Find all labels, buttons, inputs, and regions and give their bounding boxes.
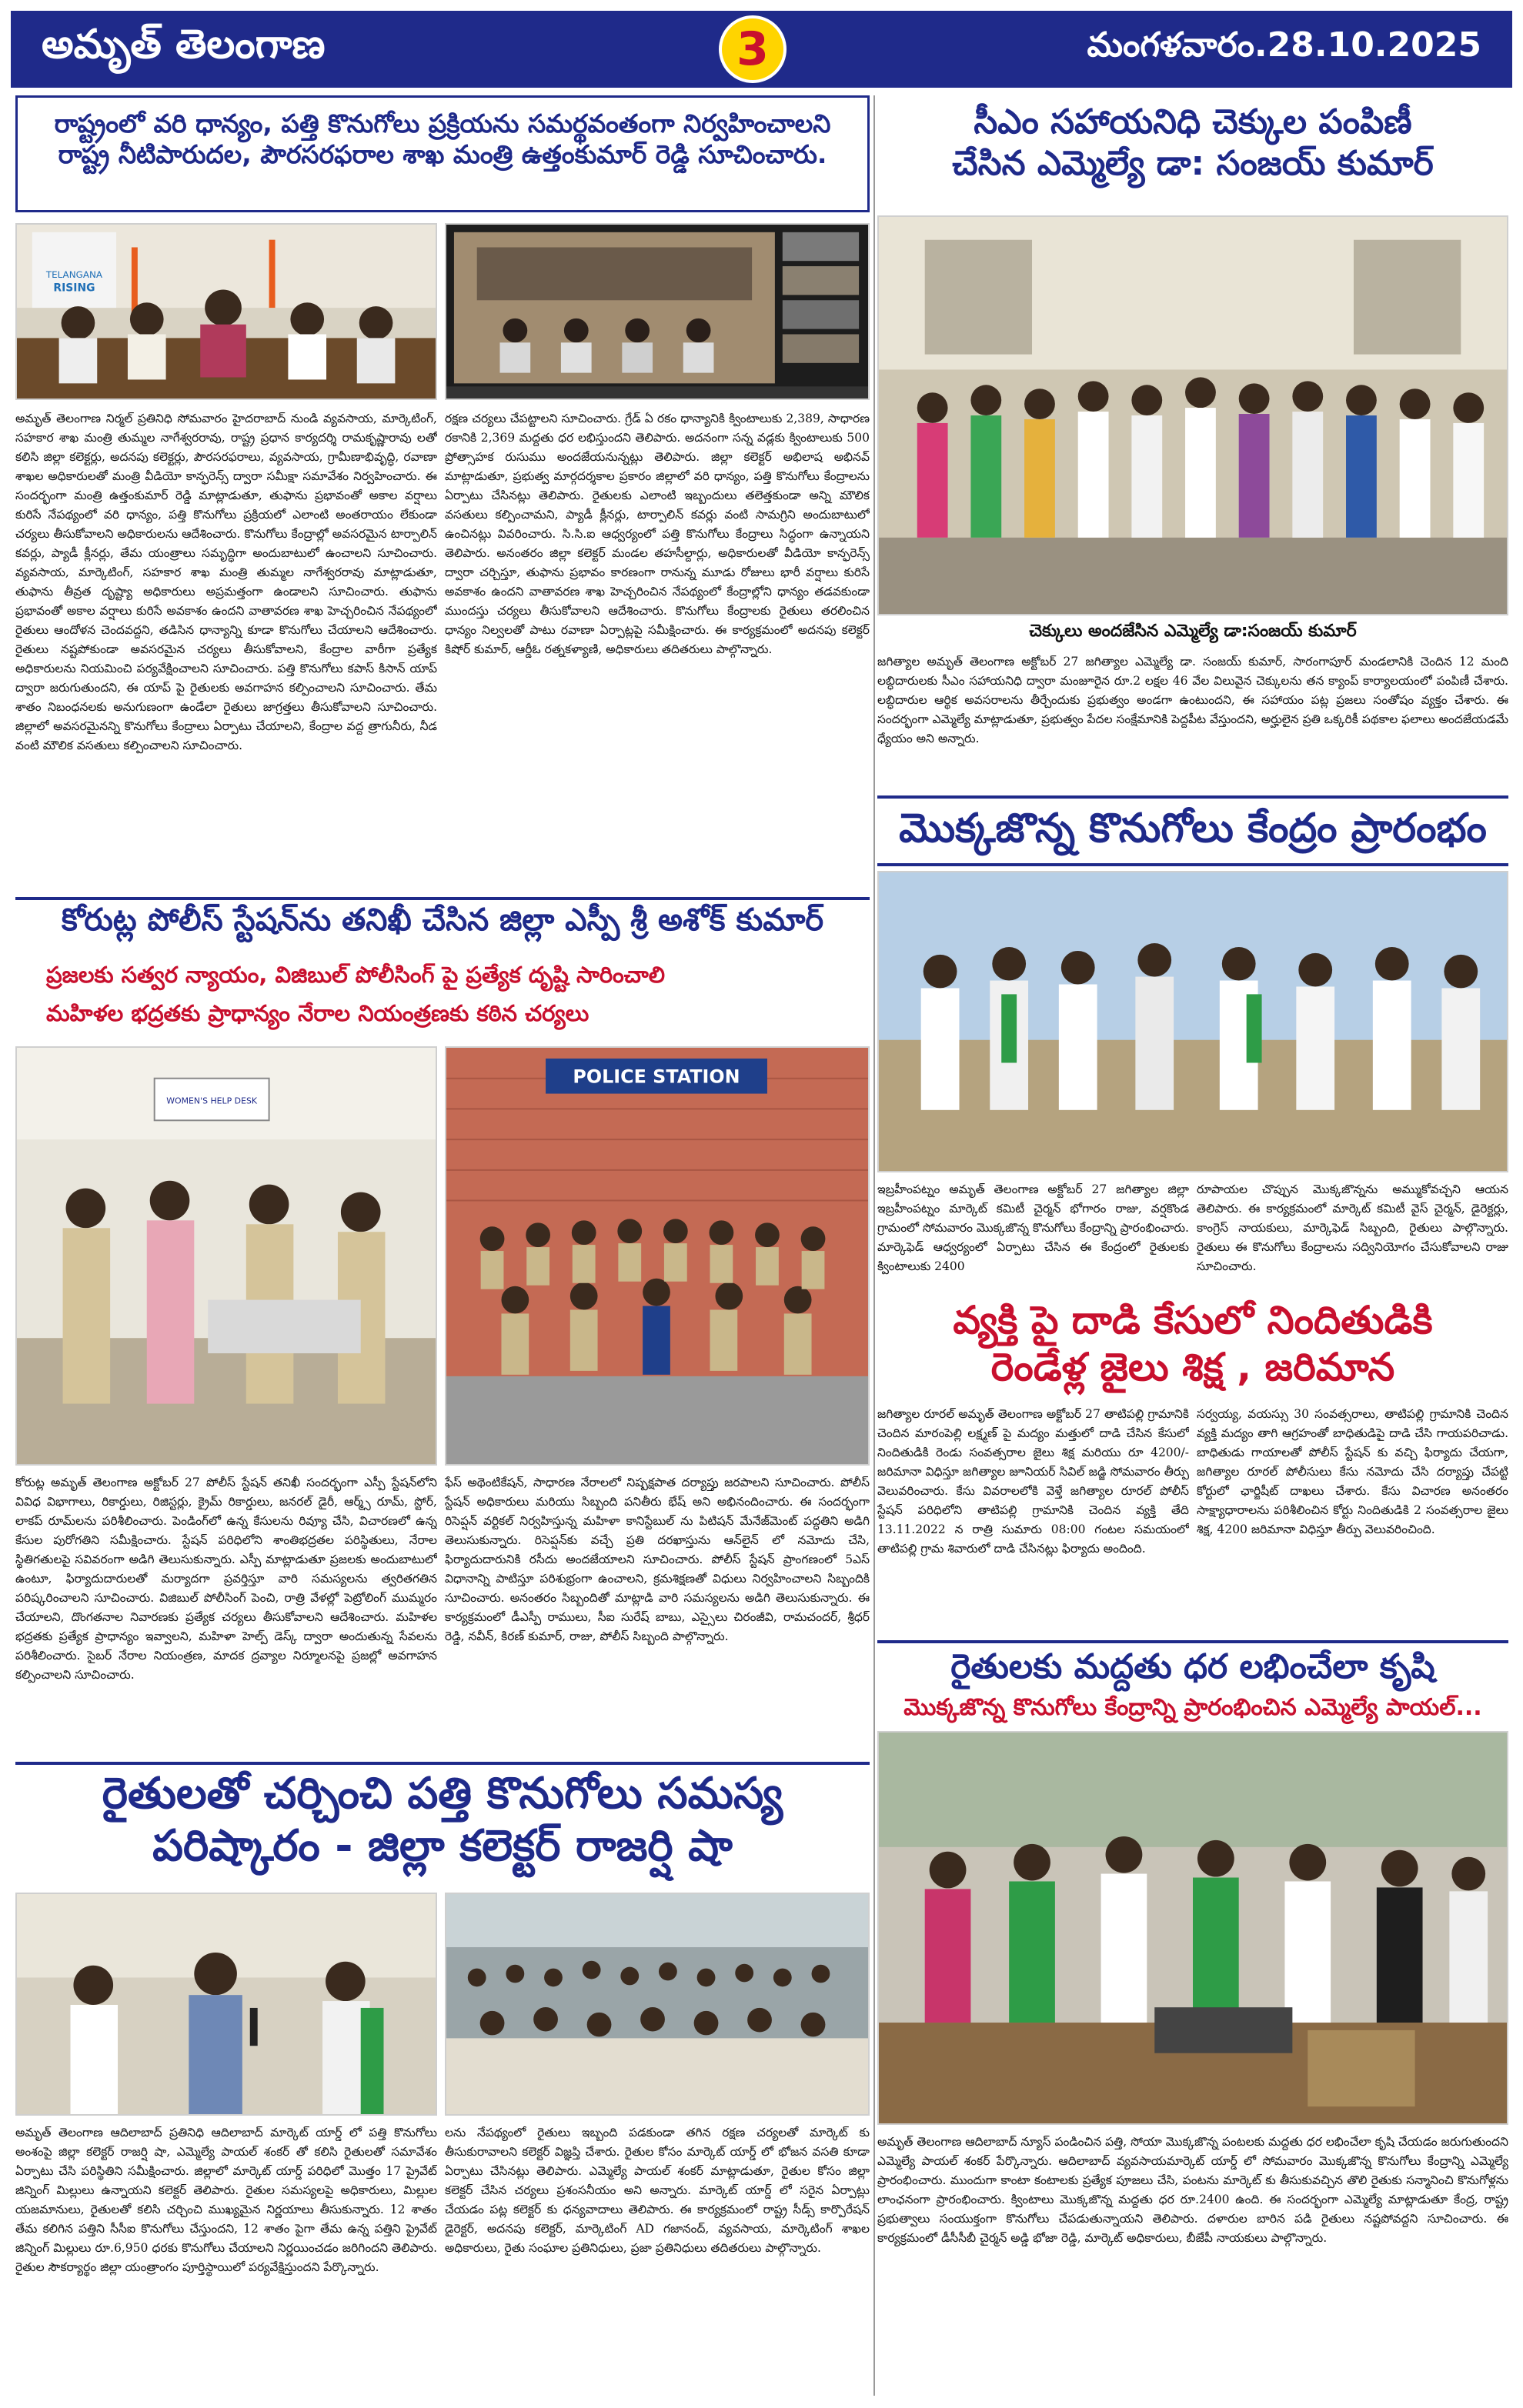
story1-photo-video-conference xyxy=(445,223,870,400)
story5-headline-line2: రెండేళ్ల జైలు శిక్ష , జరిమాన xyxy=(990,1345,1395,1389)
story5-headline-line1: వ్యక్తి పై దాడి కేసులో నిందితుడికి xyxy=(953,1298,1433,1342)
column-divider xyxy=(873,95,875,2396)
story3-column1: కోరుట్ల అమృత్ తెలంగాణ అక్టోబర్ 27 పోలీస్ స్టేషన్ తనిఖీ సందర్భంగా ఎస్పీ స్టేషన్‌లోని వివిధ విభాగాలు, రికార్డులు, రిజిస్టర్లు, క్రైమ్ రికార్డులు, జనరల్ డైరీ, ఆర్మ్స్ రూమ్, స్టోర్, లాకప్ రూమ్‌లను పరిశీలించారు. పెండింగ్‌లో ఉన్న కేసులను రివ్యూ చేసి, విచారణలో ఉన్న కేసుల పురోగతిని సమీక్షించారు. స్టేషన్ పరిధిలోని శాంతిభద్రతల పరిస్థితులు, నేరాల స్థితిగతులపై సవివరంగా అడిగి తెలుసుకున్నారు. ఎస్పీ మాట్లాడుతూ ప్రజలకు అందుబాటులో ఉంటూ, ఫిర్యాదుదారులతో మర్యాదగా ప్రవర్తిస్తూ వారి సమస్యలను త్వరితగతిన పరిష్కరించాలని సూచించారు. విజిబుల్ పోలీసింగ్ పెంచి, రాత్రి వేళల్లో పెట్రోలింగ్ ముమ్మరం చేయాలని, దొంగతనాల నివారణకు ప్రత్యేక చర్యలు తీసుకోవాలని ఆదేశించారు. మహిళల భద్రతకు ప్రత్యేక ప్రాధాన్యం ఇవ్వాలని, మహిళా హెల్ప్ డెస్క్ ద్వారా అందుతున్న సేవలను పరిశీలించారు. సైబర్ నేరాల నియంత్రణ, మాదక ద్రవ్యాల నిర్మూలనపై ప్రజల్లో అవగాహన కల్పించాలని సూచించారు. xyxy=(15,1476,437,1682)
story2-headline-line2: చేసిన ఎమ్మెల్యే డా: సంజయ్ కుమార్ xyxy=(952,143,1434,183)
telangana-rising-logo-line2: RISING xyxy=(53,282,95,295)
divider xyxy=(877,863,1508,866)
story2-headline xyxy=(877,95,1508,212)
story6-photo-inauguration xyxy=(877,1731,1508,2125)
story2-body: జగిత్యాల అమృత్ తెలంగాణ అక్టోబర్ 27 జగిత్యాల ఎమ్మెల్యే డా. సంజయ్ కుమార్, సారంగాపూర్ మండలానికి చెందిన 12 మంది లబ్ధిదారులకు సీఎం సహాయనిధి ద్వారా మంజూరైన రూ.2 లక్షల 46 వేల విలువైన చెక్కులను తన క్యాంప్ కార్యాలయంలో పంపిణీ చేశారు. లబ్ధిదారుల ఆర్థిక అవసరాలను తీర్చేందుకు ప్రభుత్వం అండగా ఉంటుందని, ఈ సహాయం పట్ల ప్రజలు సంతోషం వ్యక్తం చేశారు. ఈ సందర్భంగా ఎమ్మెల్యే మాట్లాడుతూ, ప్రభుత్వం పేదల సంక్షేమానికి పెద్దపీట వేస్తుందని, అర్హులైన ప్రతి ఒక్కరికీ పథకాల ఫలాలు అందజేయడమే ధ్యేయం అని అన్నారు. xyxy=(877,655,1508,745)
story1-column1: అమృత్ తెలంగాణ నిర్మల్ ప్రతినిధి సోమవారం హైదరాబాద్ నుండి వ్యవసాయ, మార్కెటింగ్, సహకార శాఖ మంత్రి తుమ్మల నాగేశ్వరరావు, రాష్ట్ర ప్రధాన కార్యదర్శి రామకృష్ణారావు లతో కలిసి జిల్లా కలెక్టర్లు, అదనపు కలెక్టర్లు, పౌరసరఫరాలు, వ్యవసాయ, గ్రామీణాభివృద్ధి, రవాణా శాఖల అధికారులతో మంత్రి వీడియో కాన్ఫరెన్స్ ద్వారా సమీక్షా సమావేశం నిర్వహించారు. ఈ సందర్భంగా మంత్రి ఉత్తంకుమార్ రెడ్డి మాట్లాడుతూ, తుఫాను ప్రభావంతో అకాల వర్షాలు కురిసే నేపథ్యంలో వరి ధాన్యం, పత్తి కొనుగోలు ప్రక్రియలో ఎలాంటి అంతరాయం లేకుండా చర్యలు తీసుకోవాలని అధికారులను ఆదేశించారు. కొనుగోలు కేంద్రాల్లో అవసరమైన టార్పాలిన్ కవర్లు, ప్యాడీ క్లీనర్లు, తేమ యంత్రాలు సమృద్ధిగా అందుబాటులో ఉంచాలని సూచించారు. వ్యవసాయ, మార్కెటింగ్, సహకార శాఖ మంత్రి తుమ్మల నాగేశ్వరరావు మాట్లాడుతూ, తుఫాను తీవ్రత దృష్ట్యా అధికారులు అప్రమత్తంగా ఉండాలని సూచించారు. తుఫాను ప్రభావంతో అకాల వర్షాలు కురిసే అవకాశం ఉందని వాతావరణ శాఖ హెచ్చరించిన నేపథ్యంలో రైతులు ఆందోళన చెందవద్దని, తడిసిన ధాన్యాన్ని కూడా కొనుగోలు చేయాలని ఆదేశించారు. రైతులు నష్టపోకుండా అవసరమైన చర్యలు తీసుకోవాలని, కేంద్రాల వారీగా ప్రత్యేక అధికారులను నియమించి పర్యవేక్షించాలని సూచించారు. పత్తి కొనుగోలు కపాస్ కిసాన్ యాప్ ద్వారా జరుగుతుందని, ఈ యాప్ పై రైతులకు అవగాహన కల్పించాలని సూచించారు. తేమ శాతం నిబంధనలకు అనుగుణంగా ఉండేలా రైతులు జాగ్రత్తలు తీసుకోవాలని సూచించారు. జిల్లాలో అవసరమైనన్ని కొనుగోలు కేంద్రాలు ఏర్పాటు చేయాలని, కేంద్రాల వద్ద త్రాగునీరు, నీడ వంటి మౌలిక వసతులు కల్పించాలని సూచించారు. xyxy=(15,412,437,752)
story2-photo-caption: చెక్కులు అందజేసిన ఎమ్మెల్యే డా:సంజయ్ కుమార్ xyxy=(1029,622,1357,641)
story6-headline: రైతులకు మద్దతు ధర లభించేలా కృషి xyxy=(950,1647,1435,1686)
story5-headline xyxy=(877,1297,1508,1391)
story7-headline-line1: రైతులతో చర్చించి పత్తి కొనుగోలు సమస్య xyxy=(102,1769,783,1819)
story4-column1: ఇబ్రహీంపట్నం అమృత్ తెలంగాణ అక్టోబర్ 27 జగిత్యాల జిల్లా ఇబ్రహీంపట్నం మార్కెట్ కమిటీ చైర్మన్ భోగారం రాజు, వర్షకొండ గ్రామంలో సోమవారం మొక్కజొన్న కొనుగోలు కేంద్రాన్ని ప్రారంభించారు. మార్కెఫెడ్ ఆధ్వర్యంలో ఏర్పాటు చేసిన ఈ కేంద్రంలో రైతులకు క్వింటాలుకు 2400 xyxy=(877,1182,1189,1273)
story1-headline-line1: రాష్ట్రంలో వరి ధాన్యం, పత్తి కొనుగోలు ప్రక్రియను సమర్థవంతంగా నిర్వహించాలని xyxy=(54,108,831,138)
story7-photo-collector-speech xyxy=(15,1893,437,2116)
masthead xyxy=(11,11,1512,88)
story7-headline xyxy=(15,1768,870,1873)
story4-photo-maize-centre xyxy=(877,871,1508,1172)
story2-headline-line1: సీఎం సహాయనిధి చెక్కుల పంపిణీ xyxy=(974,102,1412,142)
divider xyxy=(877,1640,1508,1643)
story3-headline: కోరుట్ల పోలీస్ స్టేషన్‌ను తనిఖీ చేసిన జిల్లా ఎస్పీ శ్రీ అశోక్ కుమార్ xyxy=(61,902,824,938)
page-number-badge: 3 xyxy=(719,15,787,83)
story3-subheadline-1: ప్రజలకు సత్వర న్యాయం, విజిబుల్ పోలీసింగ్ పై ప్రత్యేక దృష్టి సారించాలి xyxy=(46,962,665,988)
womens-help-desk-sign: WOMEN'S HELP DESK xyxy=(166,1096,258,1106)
story5-column2: సర్వయ్య, వయస్సు 30 సంవత్సరాలు, తాటిపల్లి గ్రామానికి చెందిన వ్యక్తి మద్యం తాగి ఆగ్రహంతో బాధితుడిపై దాడి చేసి గాయపరిచాడు. బాధితుడు గాయాలతో పోలీస్ స్టేషన్ కు వచ్చి ఫిర్యాదు చేయగా, జగిత్యాల రూరల్ పోలీసులు కేసు నమోదు చేసి దర్యాప్తు చేపట్టి కోర్టులో ఛార్జిషీట్ దాఖలు చేశారు. కేసు విచారణ అనంతరం సాక్ష్యాధారాలను పరిశీలించిన కోర్టు నిందితుడికి 2 సంవత్సరాల జైలు శిక్ష, 4200 జరిమానా విధిస్తూ తీర్పు వెలువరించింది. xyxy=(1197,1407,1508,1536)
story1-headline xyxy=(15,95,870,212)
story6-body: అమృత్ తెలంగాణ ఆదిలాబాద్ న్యూస్ పండించిన పత్తి, సోయా మొక్కజొన్న పంటలకు మద్దతు ధర లభించేలా కృషి చేయడం జరుగుతుందని ఎమ్మెల్యే పాయల్ శంకర్ పేర్కొన్నారు. ఆదిలాబాద్ వ్యవసాయమార్కెట్ యార్డ్ లో సోమవారం మొక్కజొన్న కొనుగోలు కేంద్రాన్ని ఎమ్మెల్యే ప్రారంభించారు. ముందుగా కాంటా కంటాలకు ప్రత్యేక పూజలు చేసి, పంటను మార్కెట్ కు తీసుకువచ్చిన తొలి రైతుకు సన్మానించి కొనుగోళ్లను లాంఛనంగా ప్రారంభించారు. క్వింటాలు మొక్కజొన్న మద్దతు ధర రూ.2400 ఉంది. ఈ సందర్భంగా ఎమ్మెల్యే మాట్లాడుతూ కేంద్ర, రాష్ట్ర ప్రభుత్వాలు సంయుక్తంగా కొనుగోలు చేపడుతున్నాయని తెలిపారు. దళారుల బారిన పడి రైతులు నష్టపోవద్దని సూచించారు. ఈ కార్యక్రమంలో డీసీసీబీ చైర్మన్ అడ్డి భోజా రెడ్డి, మార్కెట్ అధికారులు, బీజేపీ నాయకులు పాల్గొన్నారు. xyxy=(877,2135,1508,2245)
newspaper-name: అమృత్ తెలంగాణ xyxy=(42,21,326,68)
story3-photo-help-desk xyxy=(15,1046,437,1466)
divider xyxy=(877,795,1508,799)
story7-column1: అమృత్ తెలంగాణ ఆదిలాబాద్ ప్రతినిధి ఆదిలాబాద్ మార్కెట్ యార్డ్ లో పత్తి కొనుగోలు అంశంపై జిల్లా కలెక్టర్ రాజర్షి షా, ఎమ్మెల్యే పాయల్ శంకర్ తో కలిసి రైతులతో సమావేశం ఏర్పాటు చేసి పరిస్థితిని సమీక్షించారు. జిల్లాలో మార్కెట్ యార్డ్ పరిధిలో మొత్తం 17 ప్రైవేట్ జిన్నింగ్ మిల్లులు ఉన్నాయని కలెక్టర్ తెలిపారు. రైతుల సమస్యలపై అధికారులు, మిల్లుల యజమానులు, రైతులతో కలిసి చర్చించి ముఖ్యమైన నిర్ణయాలు తీసుకున్నారు. 12 శాతం తేమ కలిగిన పత్తిని సీసీఐ కొనుగోలు చేస్తుందని, 12 శాతం పైగా తేమ ఉన్న పత్తిని ప్రైవేట్ జిన్నింగ్ మిల్లులు రూ.6,950 ధరకు కొనుగోలు చేయాలని నిర్ణయించడం జరిగిందని తెలిపారు. రైతుల సౌకర్యార్థం జిల్లా యంత్రాంగం పూర్తిస్థాయిలో పర్యవేక్షిస్తుందని పేర్కొన్నారు. xyxy=(15,2126,437,2274)
story1-headline-line2: రాష్ట్ర నీటిపారుదల, పౌరసరఫరాల శాఖ మంత్రి ఉత్తంకుమార్ రెడ్డి సూచించారు. xyxy=(58,139,827,170)
story7-column2: లను నేపథ్యంలో రైతులు ఇబ్బంది పడకుండా తగిన రక్షణ చర్యలతో మార్కెట్ కు తీసుకురావాలని కలెక్టర్ విజ్ఞప్తి చేశారు. రైతుల కోసం మార్కెట్ యార్డ్ లో భోజన వసతి కూడా ఏర్పాటు చేసినట్లు తెలిపారు. ఎమ్మెల్యే పాయల్ శంకర్ మాట్లాడుతూ, రైతుల కోసం జిల్లా కలెక్టర్ చేసిన చర్యలు ప్రశంసనీయం అని అన్నారు. మార్కెట్ యార్డ్ లో సరైన ఏర్పాట్లు చేయడం పట్ల కలెక్టర్ కు ధన్యవాదాలు తెలిపారు. ఈ కార్యక్రమంలో రాష్ట్ర సీడ్స్ కార్పొరేషన్ డైరెక్టర్, అదనపు కలెక్టర్, మార్కెటింగ్ AD గజానంద్, వ్యవసాయ, మార్కెటింగ్ శాఖల అధికారులు, రైతు సంఘాల ప్రతినిధులు, ప్రజా ప్రతినిధులు తదితరులు పాల్గొన్నారు. xyxy=(445,2126,870,2255)
telangana-rising-logo-line1: TELANGANA xyxy=(45,268,103,280)
story4-headline: మొక్కజొన్న కొనుగోలు కేంద్రం ప్రారంభం xyxy=(899,805,1487,852)
story2-photo-cheque-distribution xyxy=(877,215,1508,615)
issue-date: మంగళవారం.28.10.2025 xyxy=(1087,25,1481,65)
story3-subheadline-2: మహిళల భద్రతకు ప్రాధాన్యం నేరాల నియంత్రణకు కఠిన చర్యలు xyxy=(46,1000,589,1026)
story4-column2: రూపాయల చొప్పున మొక్కజొన్నను అమ్ముకోవచ్చని ఆయన తెలిపారు. ఈ కార్యక్రమంలో మార్కెట్ కమిటీ వైస్ చైర్మన్, డైరెక్టర్లు, కాంగ్రెస్ నాయకులు, మార్కెఫెడ్ సిబ్బంది, రైతులు పాల్గొన్నారు. రైతులు ఈ కొనుగోలు కేంద్రాలను సద్వినియోగం చేసుకోవాలని రాజు సూచించారు. xyxy=(1197,1182,1508,1273)
story3-photo-police-station xyxy=(445,1046,870,1466)
divider xyxy=(15,1762,870,1765)
story6-subheadline: మొక్కజొన్న కొనుగోలు కేంద్రాన్ని ప్రారంభించిన ఎమ్మెల్యే పాయల్... xyxy=(903,1694,1482,1721)
divider xyxy=(15,897,870,900)
story1-photo-meeting xyxy=(15,223,437,400)
story7-headline-line2: పరిష్కారం - జిల్లా కలెక్టర్ రాజర్షి షా xyxy=(152,1821,733,1872)
story5-column1: జగిత్యాల రూరల్ అమృత్ తెలంగాణ అక్టోబర్ 27 తాటిపల్లి గ్రామానికి చెందిన మారంపెల్లి లక్ష్మణ్ పై మద్యం మత్తులో దాడి చేసిన కేసులో నిందితుడికి రెండు సంవత్సరాల జైలు శిక్ష మరియు రూ 4200/- జరిమానా విధిస్తూ జగిత్యాల జూనియర్ సివిల్ జడ్జి సోమవారం తీర్పు వెలువరించారు. కేసు వివరాలలోకి వెళ్తే జగిత్యాల రూరల్ పోలీస్ స్టేషన్ పరిధిలోని తాటిపల్లి గ్రామానికి చెందిన వ్యక్తి తేది 13.11.2022 న రాత్రి సుమారు 08:00 గంటల సమయంలో తాటిపల్లి గ్రామ శివారులో దాడి చేసినట్లు ఫిర్యాదు అందింది. xyxy=(877,1407,1189,1556)
story1-column2: రక్షణ చర్యలు చేపట్టాలని సూచించారు. గ్రేడ్ ఏ రకం ధాన్యానికి క్వింటాలుకు 2,389, సాధారణ రకానికి 2,369 మద్దతు ధర లభిస్తుందని తెలిపారు. అదనంగా సన్న వడ్లకు క్వింటాలుకు 500 ప్రోత్సాహక రుసుము అందజేయనున్నట్లు తెలిపారు. జిల్లా కలెక్టర్ అభిలాష అభినవ్ మాట్లాడుతూ, ప్రభుత్వ మార్గదర్శకాల ప్రకారం జిల్లాలో వరి ధాన్యం, పత్తి కొనుగోలు కేంద్రాలను ఏర్పాటు చేసినట్లు తెలిపారు. రైతులకు ఎలాంటి ఇబ్బందులు తలెత్తకుండా అన్ని మౌలిక వసతులు కల్పించామని, ప్యాడీ క్లీనర్లు, టార్పాలిన్ కవర్లు వంటి సామగ్రిని అందుబాటులో ఉంచినట్లు వివరించారు. సి.సి.ఐ ఆధ్వర్యంలో పత్తి కొనుగోలు కేంద్రాలు సిద్ధంగా ఉన్నాయని తెలిపారు. అనంతరం జిల్లా కలెక్టర్ మండల తహసీల్దార్లు, అధికారులతో వీడియో కాన్ఫరెన్స్ ద్వారా చర్చిస్తూ, తుఫాను ప్రభావం కారణంగా రానున్న మూడు రోజులు భారీ వర్షాలు కురిసే అవకాశం ఉందని వాతావరణ శాఖ హెచ్చరించిన నేపథ్యంలో కేంద్రాల్లోని ధాన్యం తడవకుండా ముందస్తు చర్యలు తీసుకోవాలని ఆదేశించారు. కొనుగోలు కేంద్రాలకు రైతులు తరలించిన ధాన్యం నిల్వలతో పాటు రవాణా ఏర్పాట్లపై సమీక్షించారు. ఈ కార్యక్రమంలో అదనపు కలెక్టర్ కిషోర్ కుమార్, ఆర్డీఓ రత్నకళ్యాణి, అధికారులు తదితరులు పాల్గొన్నారు. xyxy=(445,412,870,656)
police-station-sign: POLICE STATION xyxy=(573,1066,740,1088)
story3-column2: ఫేస్ అథెంటికేషన్, సాధారణ నేరాలలో నిష్పక్షపాత దర్యాప్తు జరపాలని సూచించారు. పోలీస్ స్టేషన్ అధికారులు మరియు సిబ్బంది పనితీరు భేష్ అని అభినందించారు. ఈ సందర్భంగా రిసెప్షన్ వర్టికల్ నిర్వహిస్తున్న మహిళా కానిస్టేబుల్ ను పిటిషన్ మేనేజ్‌మెంట్ పద్ధతిని అడిగి తెలుసుకున్నారు. రిసెప్షన్‌కు వచ్చే ప్రతి దరఖాస్తును ఆన్‌లైన్ లో నమోదు చేసి, ఫిర్యాదుదారునికి రసీదు అందజేయాలని సూచించారు. పోలీస్ స్టేషన్ ప్రాంగణంలో 5ఎస్ విధానాన్ని పాటిస్తూ పరిశుభ్రంగా ఉంచాలని, క్రమశిక్షణతో విధులు నిర్వహించాలని సిబ్బందికి సూచించారు. అనంతరం సిబ్బందితో మాట్లాడి వారి సమస్యలను అడిగి తెలుసుకున్నారు. ఈ కార్యక్రమంలో డీఎస్పీ రాములు, సీఐ సురేష్ బాబు, ఎస్సైలు చిరంజీవి, రామచందర్, శ్రీధర్ రెడ్డి, నవీన్, కిరణ్ కుమార్, రాజు, పోలీస్ సిబ్బంది పాల్గొన్నారు. xyxy=(445,1476,870,1643)
story7-photo-farmers-crowd xyxy=(445,1893,870,2116)
